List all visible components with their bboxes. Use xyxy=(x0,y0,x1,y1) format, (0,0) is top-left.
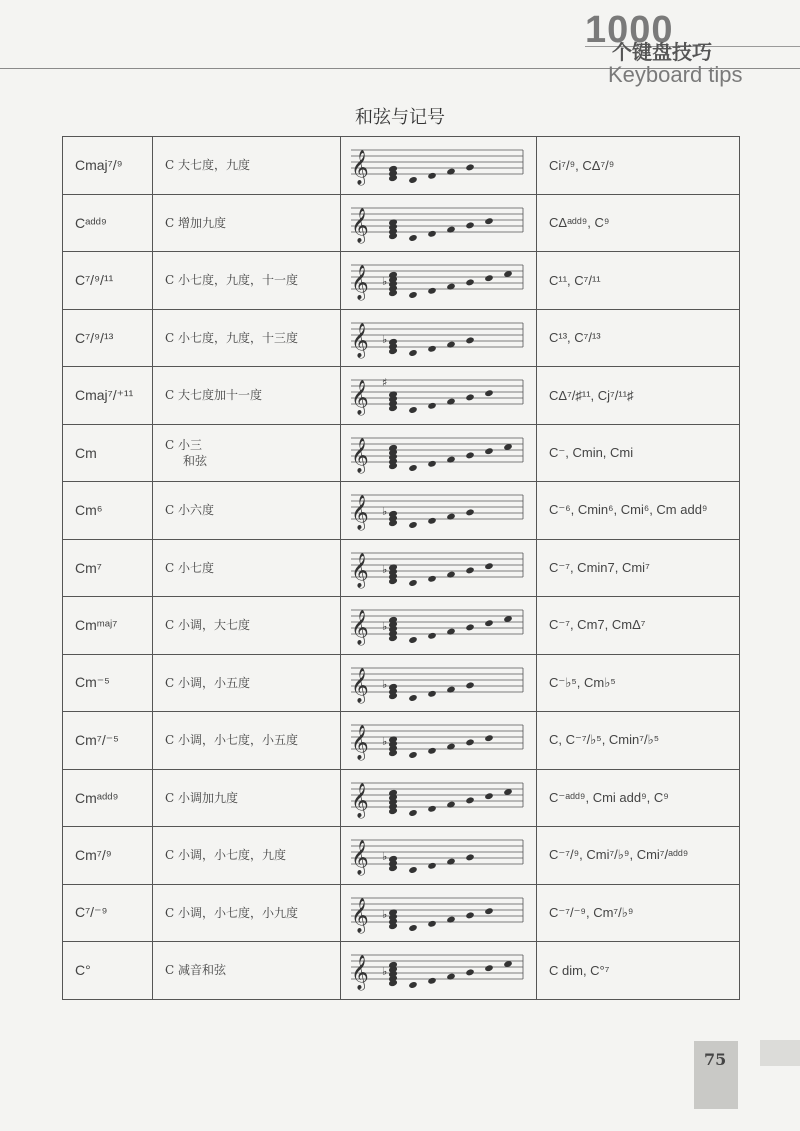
chord-description xyxy=(153,769,341,827)
brand-chinese-title: 个键盘技巧 xyxy=(612,40,712,64)
chord-description-text: C 大七度，九度 xyxy=(165,158,250,173)
chord-alternatives: CΔᵃᵈᵈ⁹, C⁹ xyxy=(537,194,740,252)
margin-shade xyxy=(760,1040,800,1066)
chord-description-text: C 小三 xyxy=(165,437,202,452)
chord-description-text: C 小调，小七度，九度 xyxy=(165,848,286,863)
chord-alternatives: C⁻⁷, Cm7, CmΔ⁷ xyxy=(537,597,740,655)
chord-row xyxy=(63,194,740,252)
chord-row xyxy=(63,769,740,827)
chord-symbol: Cm⁻⁵ xyxy=(63,654,153,712)
svg-text:♭: ♭ xyxy=(382,620,388,634)
chord-description-text: C 小调加九度 xyxy=(165,790,238,805)
svg-text:♭: ♭ xyxy=(382,275,388,289)
chord-staff-notation xyxy=(341,769,537,827)
chord-description-text: C 小七度 xyxy=(165,560,214,575)
chord-alternatives: C⁻, Cmin, Cmi xyxy=(537,424,740,482)
chord-staff-notation xyxy=(341,482,537,540)
chord-symbol: Cmᵃᵈᵈ⁹ xyxy=(63,769,153,827)
chord-symbol: C° xyxy=(63,942,153,1000)
brand-number: 1000 xyxy=(585,9,674,51)
chord-symbol: Cm xyxy=(63,424,153,482)
chord-symbol: Cm⁶ xyxy=(63,482,153,540)
svg-text:𝄞: 𝄞 xyxy=(351,610,369,646)
chord-table xyxy=(62,136,740,1000)
chord-alternatives: CΔ⁷/♯¹¹, Cj⁷/¹¹♯ xyxy=(537,367,740,425)
chord-description-text: C 减音和弦 xyxy=(165,963,226,978)
chord-symbol: Cm⁷ xyxy=(63,539,153,597)
chord-alternatives: Ci⁷/⁹, CΔ⁷/⁹ xyxy=(537,137,740,195)
chord-alternatives: C¹¹, C⁷/¹¹ xyxy=(537,252,740,310)
svg-text:𝄞: 𝄞 xyxy=(351,322,369,358)
svg-text:𝄞: 𝄞 xyxy=(351,782,369,818)
svg-text:♭: ♭ xyxy=(382,850,388,864)
chord-row xyxy=(63,309,740,367)
chord-description-text: C 小调，小五度 xyxy=(165,675,250,690)
svg-text:𝄞: 𝄞 xyxy=(351,207,369,243)
chord-row xyxy=(63,424,740,482)
chord-description-continued: 和弦 xyxy=(183,453,208,468)
chord-row xyxy=(63,539,740,597)
svg-text:𝄞: 𝄞 xyxy=(351,265,369,301)
chord-description-text: C 小七度，九度，十一度 xyxy=(165,273,298,288)
svg-text:𝄞: 𝄞 xyxy=(351,495,369,531)
chord-alternatives: C⁻⁷, Cmin7, Cmi⁷ xyxy=(537,539,740,597)
svg-text:𝄞: 𝄞 xyxy=(351,552,369,588)
chord-row xyxy=(63,942,740,1000)
chord-description xyxy=(153,137,341,195)
chord-staff-notation xyxy=(341,367,537,425)
chord-symbol: C⁷/⁻⁹ xyxy=(63,884,153,942)
chord-staff-notation xyxy=(341,539,537,597)
chord-alternatives: C¹³, C⁷/¹³ xyxy=(537,309,740,367)
chord-staff-notation xyxy=(341,194,537,252)
svg-text:𝄞: 𝄞 xyxy=(351,897,369,933)
chord-description xyxy=(153,539,341,597)
chord-description xyxy=(153,367,341,425)
svg-text:♭: ♭ xyxy=(382,965,388,979)
svg-text:𝄞: 𝄞 xyxy=(351,955,369,991)
chord-row xyxy=(63,137,740,195)
chord-row xyxy=(63,827,740,885)
chord-description xyxy=(153,482,341,540)
chord-row xyxy=(63,597,740,655)
chord-alternatives: C⁻♭⁵, Cm♭⁵ xyxy=(537,654,740,712)
chord-alternatives: C⁻⁷/⁻⁹, Cm⁷/♭⁹ xyxy=(537,884,740,942)
chord-symbol: Cm⁷/⁻⁵ xyxy=(63,712,153,770)
chord-staff-notation xyxy=(341,309,537,367)
chord-description xyxy=(153,597,341,655)
chord-description-text: C 小六度 xyxy=(165,503,214,518)
chord-staff-notation xyxy=(341,424,537,482)
svg-text:♭: ♭ xyxy=(382,907,388,921)
chord-description xyxy=(153,309,341,367)
chord-alternatives: C dim, C°⁷ xyxy=(537,942,740,1000)
svg-text:♭: ♭ xyxy=(382,677,388,691)
chord-description-text: C 小七度，九度，十三度 xyxy=(165,330,298,345)
page-number: 75 xyxy=(704,1050,727,1069)
chord-symbol: Cᵃᵈᵈ⁹ xyxy=(63,194,153,252)
chord-description xyxy=(153,942,341,1000)
chord-staff-notation xyxy=(341,827,537,885)
chord-description-text: C 大七度加十一度 xyxy=(165,388,262,403)
chord-staff-notation xyxy=(341,137,537,195)
chord-description xyxy=(153,194,341,252)
svg-text:♭: ♭ xyxy=(382,562,388,576)
chord-symbol: C⁷/⁹/¹¹ xyxy=(63,252,153,310)
chord-alternatives: C⁻ᵃᵈᵈ⁹, Cmi add⁹, C⁹ xyxy=(537,769,740,827)
svg-text:♭: ♭ xyxy=(382,735,388,749)
chord-description xyxy=(153,252,341,310)
chord-row xyxy=(63,482,740,540)
chord-alternatives: C⁻⁶, Cmin⁶, Cmi⁶, Cm add⁹ xyxy=(537,482,740,540)
svg-text:𝄞: 𝄞 xyxy=(351,725,369,761)
chord-alternatives: C, C⁻⁷/♭⁵, Cmin⁷/♭⁵ xyxy=(537,712,740,770)
chord-staff-notation xyxy=(341,654,537,712)
svg-text:𝄞: 𝄞 xyxy=(351,150,369,186)
chord-row xyxy=(63,884,740,942)
chord-description xyxy=(153,712,341,770)
svg-text:𝄞: 𝄞 xyxy=(351,667,369,703)
chord-description xyxy=(153,884,341,942)
chord-staff-notation xyxy=(341,884,537,942)
chord-symbol: Cmaj⁷/⁺¹¹ xyxy=(63,367,153,425)
chord-alternatives: C⁻⁷/⁹, Cmi⁷/♭⁹, Cmi⁷/ᵃᵈᵈ⁹ xyxy=(537,827,740,885)
chord-staff-notation xyxy=(341,597,537,655)
chord-symbol: Cmᵐᵃʲ⁷ xyxy=(63,597,153,655)
chord-row xyxy=(63,367,740,425)
chord-staff-notation xyxy=(341,942,537,1000)
svg-text:𝄞: 𝄞 xyxy=(351,840,369,876)
chord-row xyxy=(63,654,740,712)
brand-english-title: Keyboard tips xyxy=(608,62,743,87)
svg-text:𝄞: 𝄞 xyxy=(351,380,369,416)
chord-symbol: C⁷/⁹/¹³ xyxy=(63,309,153,367)
chord-staff-notation xyxy=(341,712,537,770)
chord-description-text: C 小调，小七度，小五度 xyxy=(165,733,298,748)
svg-text:♭: ♭ xyxy=(382,505,388,519)
chord-description xyxy=(153,424,341,482)
chord-description xyxy=(153,827,341,885)
chord-symbol: Cm⁷/⁹ xyxy=(63,827,153,885)
chord-staff-notation xyxy=(341,252,537,310)
chord-description xyxy=(153,654,341,712)
page-title: 和弦与记号 xyxy=(355,107,445,128)
chord-description-text: C 增加九度 xyxy=(165,215,226,230)
chord-symbol: Cmaj⁷/⁹ xyxy=(63,137,153,195)
svg-text:♭: ♭ xyxy=(382,332,388,346)
chord-row xyxy=(63,712,740,770)
chord-description-text: C 小调，小七度，小九度 xyxy=(165,905,298,920)
chord-row xyxy=(63,252,740,310)
chord-description-text: C 小调，大七度 xyxy=(165,618,250,633)
svg-text:𝄞: 𝄞 xyxy=(351,437,369,473)
svg-text:♯: ♯ xyxy=(382,376,388,390)
